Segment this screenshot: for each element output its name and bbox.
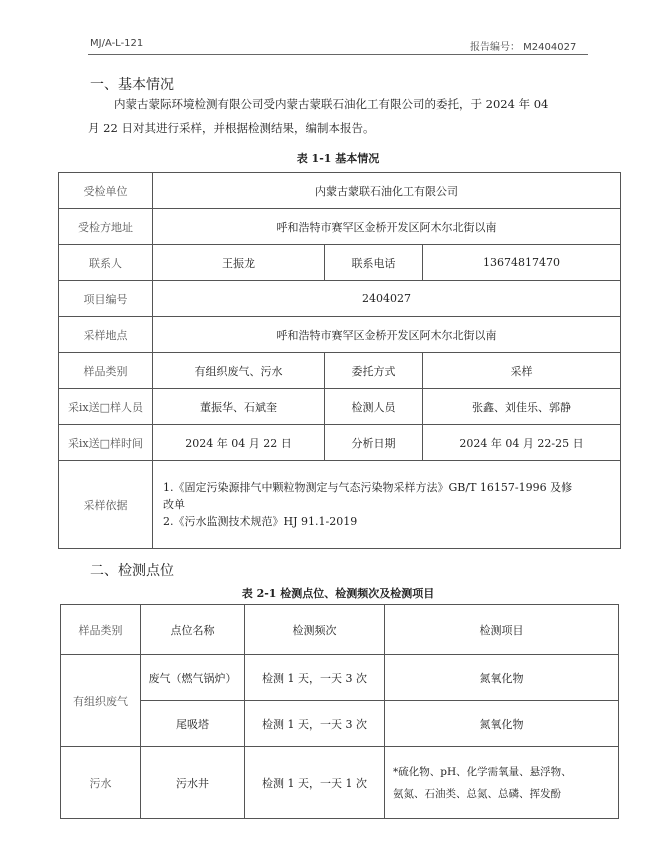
address-value: 呼和浩特市赛罕区金桥开发区阿木尔北街以南: [153, 209, 621, 245]
items-sewage-well: [385, 747, 619, 819]
intro-line-2: 月 22 日对其进行采样，并根据检测结果，编制本报告。: [88, 121, 375, 135]
analysis-value: 2024 年 04 月 22-25 日: [423, 425, 621, 461]
sample-time-value: 2024 年 04 月 22 日: [153, 425, 325, 461]
entrust-label: 委托方式: [325, 353, 423, 389]
basis-item-1-cont: 改单: [163, 498, 185, 511]
header-point-name: 点位名称: [141, 605, 245, 655]
table2-caption: 表 2-1 检测点位、检测频次及检测项目: [241, 587, 435, 600]
phone-value: 13674817470: [423, 245, 621, 281]
freq-tail-tower: 检测 1 天，一天 3 次: [245, 701, 385, 747]
project-no-value: 2404027: [153, 281, 621, 317]
section-1-title: 一、基本情况: [90, 77, 174, 93]
project-no-label: 项目编号: [59, 281, 153, 317]
header-items: 检测项目: [385, 605, 619, 655]
basic-info-table: [58, 172, 621, 549]
sample-time-label: 采ⅸ送□样时间: [59, 425, 153, 461]
items-boiler: 氮氧化物: [385, 655, 619, 701]
freq-boiler: 检测 1 天，一天 3 次: [245, 655, 385, 701]
basis-value: [153, 461, 621, 549]
report-number: 报告编号： M2404027: [470, 42, 577, 53]
point-tail-tower: 尾吸塔: [141, 701, 245, 747]
header-rule: [88, 54, 588, 55]
contact-label: 联系人: [59, 245, 153, 281]
point-sewage-well: 污水井: [141, 747, 245, 819]
items-sewage-line-1: *硫化物、pH、化学需氧量、悬浮物、: [393, 765, 572, 778]
phone-label: 联系电话: [325, 245, 423, 281]
basis-label: 采样依据: [59, 461, 153, 549]
items-tail-tower: 氮氧化物: [385, 701, 619, 747]
document-code: MJ/A-L-121: [90, 38, 144, 49]
basis-item-2: 2.《污水监测技术规范》HJ 91.1-2019: [163, 515, 358, 528]
sample-type-value: 有组织废气、污水: [153, 353, 325, 389]
monitoring-points-table: [60, 604, 619, 819]
sampler-value: 董振华、石斌奎: [153, 389, 325, 425]
client-value: 内蒙古蒙联石油化工有限公司: [153, 173, 621, 209]
header-frequency: 检测频次: [245, 605, 385, 655]
intro-line-1: 内蒙古蒙际环境检测有限公司受内蒙古蒙联石油化工有限公司的委托，于 2024 年 04: [114, 97, 549, 111]
contact-value: 王振龙: [153, 245, 325, 281]
header-sample-category: 样品类别: [61, 605, 141, 655]
client-label: 受检单位: [59, 173, 153, 209]
section-2-title: 二、检测点位: [90, 563, 174, 579]
sampler-label: 采ⅸ送□样人员: [59, 389, 153, 425]
category-wastewater: 污水: [61, 747, 141, 819]
tester-label: 检测人员: [325, 389, 423, 425]
point-boiler: 废气（燃气锅炉）: [141, 655, 245, 701]
table1-caption: 表 1-1 基本情况: [296, 152, 380, 165]
tester-value: 张鑫、刘佳乐、郭静: [423, 389, 621, 425]
category-waste-gas: 有组织废气: [61, 655, 141, 747]
freq-sewage-well: 检测 1 天，一天 1 次: [245, 747, 385, 819]
basis-item-1: 1.《固定污染源排气中颗粒物测定与气态污染物采样方法》GB/T 16157-1996 及修: [163, 481, 573, 494]
site-label: 采样地点: [59, 317, 153, 353]
address-label: 受检方地址: [59, 209, 153, 245]
analysis-label: 分析日期: [325, 425, 423, 461]
sample-type-label: 样品类别: [59, 353, 153, 389]
site-value: 呼和浩特市赛罕区金桥开发区阿木尔北街以南: [153, 317, 621, 353]
items-sewage-line-2: 氨氮、石油类、总氮、总磷、挥发酚: [393, 787, 561, 800]
entrust-value: 采样: [423, 353, 621, 389]
